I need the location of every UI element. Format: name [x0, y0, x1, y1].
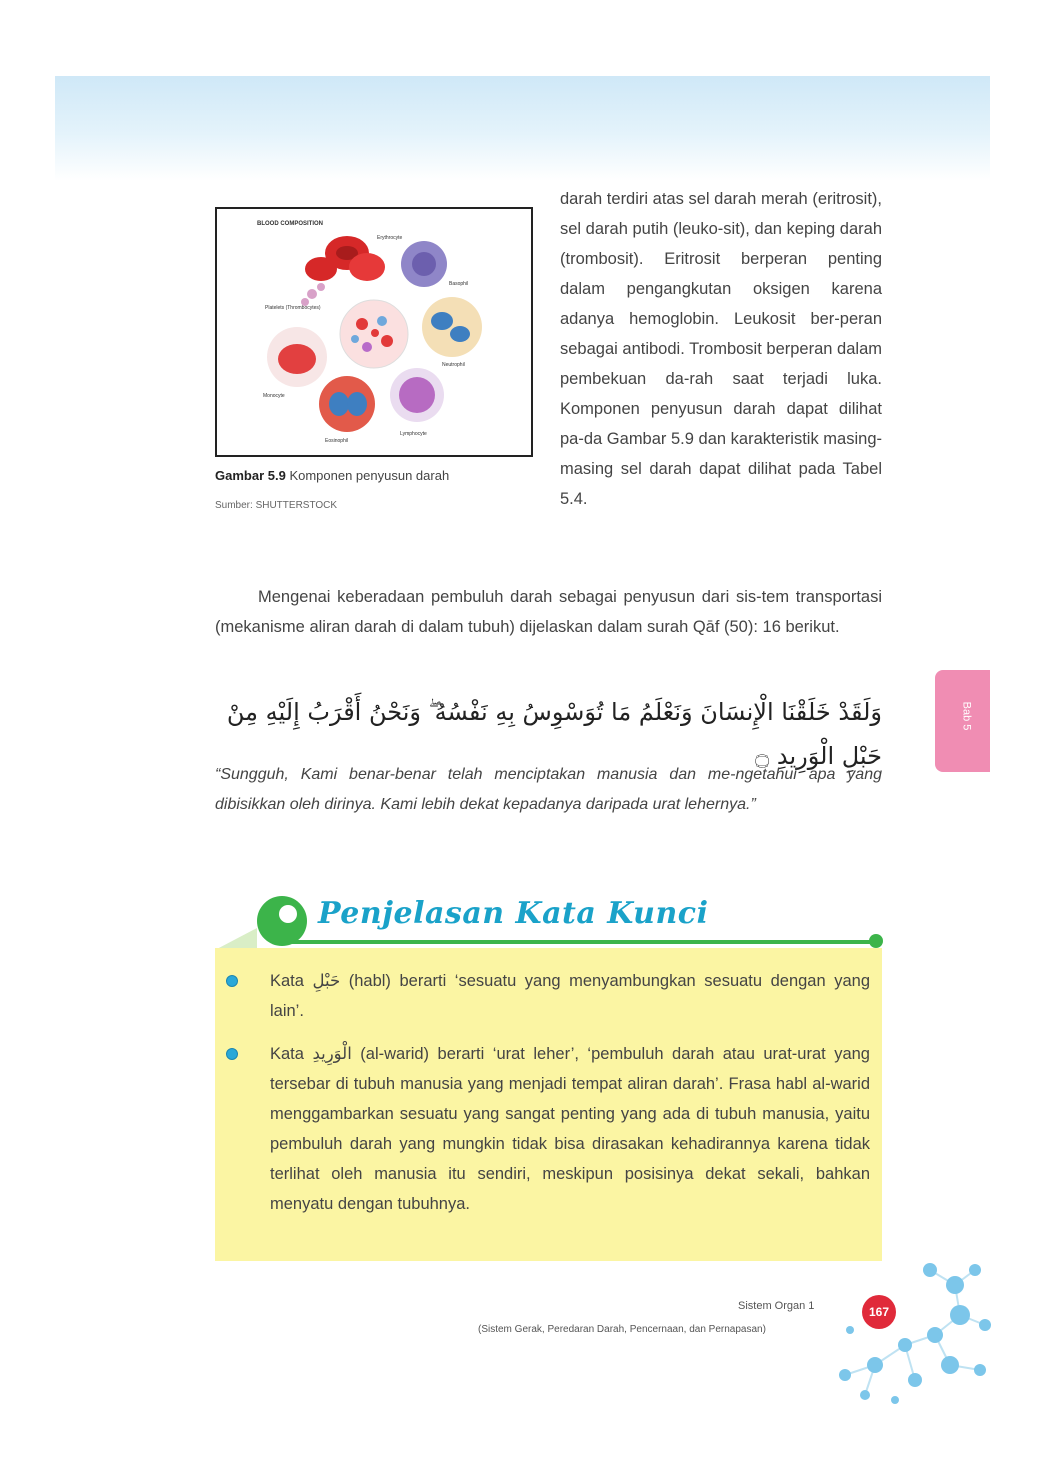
footer-book-subtitle: (Sistem Gerak, Peredaran Darah, Pencernaan, dan Pernapasan): [478, 1324, 766, 1335]
molecule-decoration: [795, 1250, 995, 1410]
basophil-label: Basophil: [449, 281, 469, 287]
blood-composition-figure: [215, 207, 533, 457]
key-terms-underline: [280, 940, 876, 944]
footer-book-title: Sistem Organ 1: [738, 1300, 815, 1312]
quran-verse: وَلَقَدْ خَلَقْنَا الْإِنسَانَ وَنَعْلَمُ مَا تُوَسْوِسُ بِهِ نَفْسُهُ ۖ وَنَحْنُ أَقْرَبُ إِلَيْهِ مِنْ حَبْلِ الْوَرِيدِ ۝: [226, 698, 882, 770]
figure-source: Sumber: SHUTTERSTOCK: [215, 500, 338, 511]
key-terms-title: Penjelasan Kata Kunci: [318, 896, 709, 931]
platelets-label: Platelets (Thrombocytes): [265, 305, 321, 311]
figure-caption-label: Gambar 5.9: [215, 468, 286, 483]
key-terms-corner-decoration: [215, 928, 257, 950]
key-term-item: Kata حَبْلِ (habl) berarti ‘sesuatu yang menyambungkan sesuatu dengan yang lain’.: [270, 972, 870, 1020]
chapter-side-tab: [935, 670, 990, 772]
figure-caption: [215, 468, 449, 483]
lymphocyte-label: Lymphocyte: [400, 431, 427, 437]
erythrocyte-label: Erythrocyte: [377, 235, 403, 241]
body-paragraph: Mengenai keberadaan pembuluh darah sebagai penyusun dari sis-tem transportasi (mekanisme aliran darah di dalam tubuh) dijelaskan dalam surah Qāf (50): 16 berikut.: [215, 588, 882, 636]
figure-title-label: BLOOD COMPOSITION: [257, 221, 323, 227]
key-icon: [257, 896, 307, 946]
header-band: [55, 76, 990, 181]
key-term-item: Kata الْوَرِيدِ (al-warid) berarti ‘urat leher’, ‘pembuluh darah atau urat-urat yang tersebar di tubuh manusia yang menjadi tempat aliran darah’. Frasa habl al-warid menggambarkan sesuatu yang sangat penting yang ada di tubuh manusia, yaitu pembuluh darah yang mungkin tidak bisa dirasakan kehadirannya karena tidak terlihat oleh manusia itu sendiri, meskipun posisinya dekat sekali, bahkan menyatu dengan tubuhnya.: [270, 1045, 870, 1213]
bullet-icon: [226, 1048, 238, 1060]
body-text-right-column: darah terdiri atas sel darah merah (eritrosit), sel darah putih (leuko-sit), dan keping darah (trombosit). Eritrosit berperan penting dalam pengangkutan oksigen karena adanya hemoglobin. Leukosit ber-peran sebagai antibodi. Trombosit berperan dalam pembekuan da-rah saat terjadi luka. Komponen penyusun darah dapat dilihat pa-da Gambar 5.9 dan karakteristik masing-masing sel darah dapat dilihat pada Tabel 5.4.: [560, 190, 882, 508]
blood-composition-illustration: [217, 209, 531, 455]
monocyte-label: Monocyte: [263, 393, 285, 399]
bullet-icon: [226, 975, 238, 987]
neutrophil-label: Neutrophil: [442, 362, 465, 368]
figure-caption-text: Komponen penyusun darah: [285, 468, 450, 483]
key-terms-line-dot: [869, 934, 883, 948]
verse-translation: “Sungguh, Kami benar-benar telah menciptakan manusia dan me-ngetahui apa yang dibisikkan oleh dirinya. Kami lebih dekat kepadanya daripada urat lehernya.”: [215, 766, 882, 813]
chapter-side-tab-label: Bab 5: [960, 701, 973, 731]
eosinophil-label: Eosinophil: [325, 438, 349, 444]
page-number: 167: [862, 1295, 896, 1329]
